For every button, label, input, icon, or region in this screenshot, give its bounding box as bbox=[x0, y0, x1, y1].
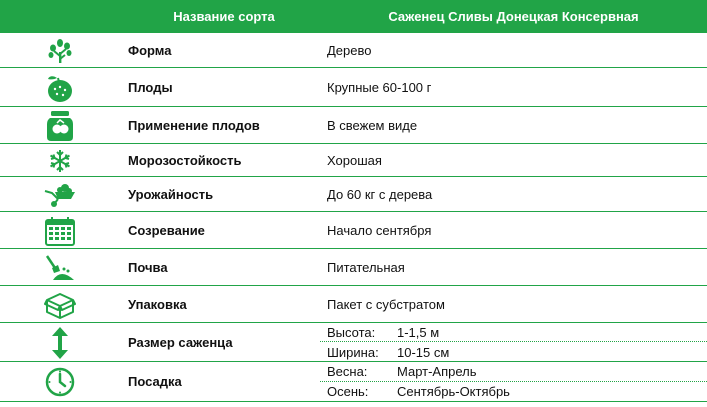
sub-key: Весна: bbox=[327, 364, 368, 379]
row-value: Крупные 60-100 г bbox=[327, 80, 432, 95]
row-value: Пакет с субстратом bbox=[327, 297, 445, 312]
vertical-arrows-icon bbox=[38, 323, 82, 362]
row-label: Применение плодов bbox=[128, 118, 260, 133]
table-row-fruits bbox=[0, 68, 707, 107]
table-header bbox=[0, 0, 707, 33]
table-row-packaging bbox=[0, 286, 707, 323]
table-row-usage bbox=[0, 107, 707, 144]
tree-icon bbox=[38, 33, 82, 68]
sub-value: Март-Апрель bbox=[397, 364, 477, 379]
row-label: Почва bbox=[128, 260, 168, 275]
row-label: Урожайность bbox=[128, 187, 214, 202]
row-value: До 60 кг с дерева bbox=[327, 187, 433, 202]
row-label: Размер саженца bbox=[128, 335, 233, 350]
row-label: Морозостойкость bbox=[128, 153, 242, 168]
wheelbarrow-icon bbox=[38, 177, 82, 212]
clock-icon bbox=[38, 362, 82, 402]
row-label: Созревание bbox=[128, 223, 205, 238]
sub-value: 10-15 см bbox=[397, 345, 450, 360]
sub-key: Ширина: bbox=[327, 345, 379, 360]
table-row-soil bbox=[0, 249, 707, 286]
snowflake-icon bbox=[38, 144, 82, 177]
jar-icon bbox=[38, 107, 82, 144]
row-label: Упаковка bbox=[128, 297, 187, 312]
table-row-ripening bbox=[0, 212, 707, 249]
sub-value: Сентябрь-Октябрь bbox=[397, 384, 510, 399]
size-width-line bbox=[320, 343, 707, 362]
table-row-yield bbox=[0, 177, 707, 212]
row-value: Начало сентября bbox=[327, 223, 432, 238]
row-label: Форма bbox=[128, 43, 172, 58]
table-row-frost bbox=[0, 144, 707, 177]
header-col-variety: Саженец Сливы Донецкая Консервная bbox=[388, 9, 639, 24]
sub-key: Осень: bbox=[327, 384, 369, 399]
size-height-line bbox=[320, 323, 707, 342]
row-value: Дерево bbox=[327, 43, 372, 58]
row-label: Плоды bbox=[128, 80, 173, 95]
calendar-icon bbox=[38, 212, 82, 249]
row-value: В свежем виде bbox=[327, 118, 418, 133]
table-row-size bbox=[0, 323, 707, 362]
table-row-planting bbox=[0, 362, 707, 402]
row-label: Посадка bbox=[128, 374, 182, 389]
plum-icon bbox=[38, 68, 82, 107]
table-row-form bbox=[0, 33, 707, 68]
planting-spring-line bbox=[320, 362, 707, 382]
box-icon bbox=[38, 286, 82, 323]
row-value: Хорошая bbox=[327, 153, 382, 168]
row-value: Питательная bbox=[327, 260, 405, 275]
sub-value: 1-1,5 м bbox=[397, 325, 440, 340]
header-col-name: Название сорта bbox=[173, 9, 275, 24]
sub-key: Высота: bbox=[327, 325, 376, 340]
shovel-soil-icon bbox=[38, 249, 82, 286]
planting-autumn-line bbox=[320, 382, 707, 401]
